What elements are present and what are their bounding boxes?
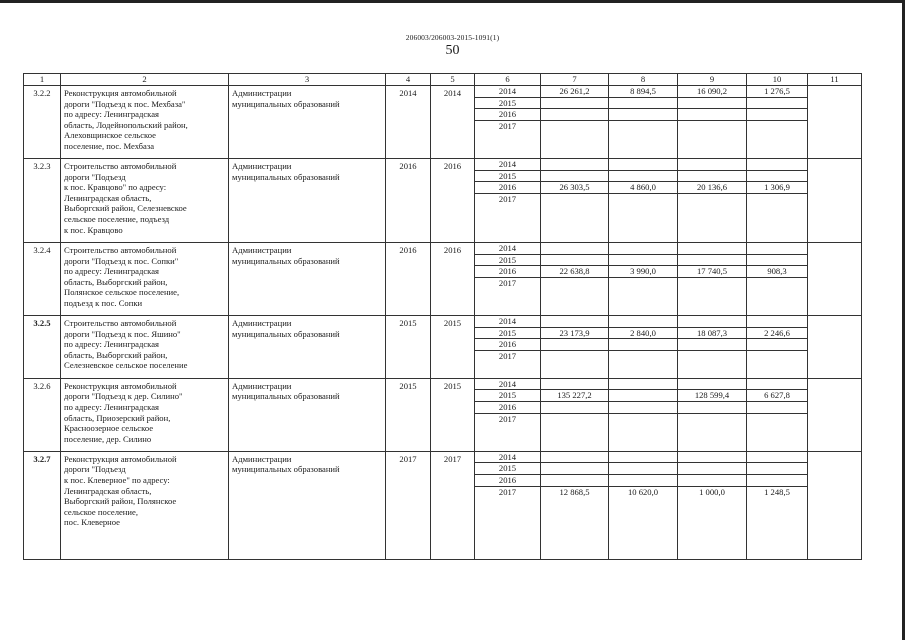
regional-amount: [678, 378, 747, 390]
responsible-org: Администрации муниципальных образований: [229, 158, 386, 242]
total-amount: [541, 413, 609, 451]
regional-amount: [678, 170, 747, 182]
funding-year: 2017: [475, 193, 541, 242]
total-amount: [541, 242, 609, 254]
total-amount: [541, 254, 609, 266]
total-amount: [541, 315, 609, 327]
regional-amount: 18 087,3: [678, 327, 747, 339]
funding-year: 2015: [475, 170, 541, 182]
funding-year: 2016: [475, 402, 541, 414]
local-amount: [747, 413, 808, 451]
regional-amount: [678, 402, 747, 414]
notes-cell: [808, 451, 862, 559]
regional-amount: 20 136,6: [678, 182, 747, 194]
federal-amount: 10 620,0: [609, 486, 678, 559]
notes-cell: [808, 158, 862, 242]
item-number: 3.2.3: [24, 158, 61, 242]
federal-amount: [609, 350, 678, 378]
notes-cell: [808, 315, 862, 378]
regional-amount: [678, 109, 747, 121]
scan-edge-top: [0, 0, 905, 3]
end-year: 2015: [431, 315, 475, 378]
funding-year: 2016: [475, 109, 541, 121]
federal-amount: [609, 463, 678, 475]
regional-amount: [678, 277, 747, 315]
regional-amount: 16 090,2: [678, 86, 747, 98]
federal-amount: [609, 339, 678, 351]
regional-amount: [678, 254, 747, 266]
item-number: 3.2.6: [24, 378, 61, 451]
item-name: Реконструкция автомобильной дороги "Подъезд к дер. Силино" по адресу: Ленинградская область, Приозерский район, Красноозерное сельское поселение, дер. Силино: [61, 378, 229, 451]
total-amount: [541, 109, 609, 121]
local-amount: [747, 242, 808, 254]
regional-amount: [678, 475, 747, 487]
responsible-org: Администрации муниципальных образований: [229, 86, 386, 159]
column-number-10: 10: [747, 74, 808, 86]
total-amount: [541, 451, 609, 463]
federal-amount: 3 990,0: [609, 266, 678, 278]
federal-amount: [609, 158, 678, 170]
funding-year: 2015: [475, 463, 541, 475]
local-amount: [747, 97, 808, 109]
column-number-5: 5: [431, 74, 475, 86]
federal-amount: [609, 193, 678, 242]
column-number-2: 2: [61, 74, 229, 86]
total-amount: 135 227,2: [541, 390, 609, 402]
regional-amount: 1 000,0: [678, 486, 747, 559]
federal-amount: [609, 378, 678, 390]
column-number-4: 4: [386, 74, 431, 86]
column-number-11: 11: [808, 74, 862, 86]
funding-year: 2016: [475, 266, 541, 278]
column-number-row: [24, 74, 862, 86]
notes-cell: [808, 242, 862, 315]
regional-amount: [678, 193, 747, 242]
item-name: Реконструкция автомобильной дороги "Подъезд к пос. Мехбаза" по адресу: Ленинградская область, Лодейнопольский район, Алеховщинское сельское поселение, пос. Мехбаза: [61, 86, 229, 159]
local-amount: 6 627,8: [747, 390, 808, 402]
local-amount: [747, 451, 808, 463]
total-amount: [541, 402, 609, 414]
regional-amount: [678, 339, 747, 351]
responsible-org: Администрации муниципальных образований: [229, 242, 386, 315]
funding-year: 2017: [475, 486, 541, 559]
local-amount: [747, 158, 808, 170]
funding-year: 2017: [475, 277, 541, 315]
local-amount: 1 248,5: [747, 486, 808, 559]
total-amount: [541, 350, 609, 378]
notes-cell: [808, 378, 862, 451]
funding-year: 2017: [475, 413, 541, 451]
federal-amount: [609, 315, 678, 327]
table-row: [24, 158, 862, 170]
end-year: 2017: [431, 451, 475, 559]
total-amount: 26 303,5: [541, 182, 609, 194]
funding-year: 2016: [475, 339, 541, 351]
total-amount: [541, 158, 609, 170]
start-year: 2016: [386, 158, 431, 242]
local-amount: [747, 170, 808, 182]
start-year: 2015: [386, 315, 431, 378]
column-number-3: 3: [229, 74, 386, 86]
total-amount: 26 261,2: [541, 86, 609, 98]
federal-amount: [609, 475, 678, 487]
local-amount: 2 246,6: [747, 327, 808, 339]
regional-amount: 128 599,4: [678, 390, 747, 402]
funding-year: 2014: [475, 86, 541, 98]
total-amount: [541, 339, 609, 351]
local-amount: [747, 109, 808, 121]
federal-amount: [609, 109, 678, 121]
regional-amount: [678, 413, 747, 451]
local-amount: [747, 339, 808, 351]
item-name: Реконструкция автомобильной дороги "Подъезд к пос. Клеверное" по адресу: Ленинградская область, Выборгский район, Полянское сельское поселение, пос. Клеверное: [61, 451, 229, 559]
total-amount: [541, 475, 609, 487]
federal-amount: [609, 97, 678, 109]
federal-amount: [609, 254, 678, 266]
federal-amount: [609, 390, 678, 402]
federal-amount: 2 840,0: [609, 327, 678, 339]
funding-year: 2017: [475, 350, 541, 378]
notes-cell: [808, 86, 862, 159]
regional-amount: [678, 463, 747, 475]
funding-year: 2016: [475, 182, 541, 194]
total-amount: [541, 277, 609, 315]
federal-amount: [609, 277, 678, 315]
document-code: 206003/206003-2015-1091(1): [405, 33, 500, 42]
end-year: 2014: [431, 86, 475, 159]
regional-amount: [678, 97, 747, 109]
federal-amount: [609, 120, 678, 158]
start-year: 2017: [386, 451, 431, 559]
start-year: 2015: [386, 378, 431, 451]
total-amount: [541, 193, 609, 242]
program-table: [23, 73, 862, 560]
funding-year: 2014: [475, 451, 541, 463]
local-amount: 908,3: [747, 266, 808, 278]
table-row: [24, 378, 862, 390]
local-amount: [747, 350, 808, 378]
item-number: 3.2.7: [24, 451, 61, 559]
local-amount: [747, 120, 808, 158]
federal-amount: [609, 242, 678, 254]
funding-year: 2015: [475, 254, 541, 266]
total-amount: [541, 120, 609, 158]
federal-amount: [609, 451, 678, 463]
local-amount: 1 306,9: [747, 182, 808, 194]
regional-amount: 17 740,5: [678, 266, 747, 278]
funding-year: 2014: [475, 158, 541, 170]
regional-amount: [678, 315, 747, 327]
total-amount: [541, 463, 609, 475]
total-amount: 23 173,9: [541, 327, 609, 339]
regional-amount: [678, 242, 747, 254]
total-amount: 22 638,8: [541, 266, 609, 278]
responsible-org: Администрации муниципальных образований: [229, 451, 386, 559]
local-amount: [747, 277, 808, 315]
federal-amount: [609, 413, 678, 451]
total-amount: 12 868,5: [541, 486, 609, 559]
item-name: Строительство автомобильной дороги "Подъезд к пос. Кравцово" по адресу: Ленинградская область, Выборгский район, Селезневское сельское поселение, подъезд к пос. Кравцово: [61, 158, 229, 242]
total-amount: [541, 97, 609, 109]
funding-year: 2015: [475, 97, 541, 109]
funding-year: 2015: [475, 390, 541, 402]
funding-year: 2014: [475, 242, 541, 254]
regional-amount: [678, 451, 747, 463]
funding-year: 2016: [475, 475, 541, 487]
table-row: [24, 242, 862, 254]
end-year: 2015: [431, 378, 475, 451]
column-number-1: 1: [24, 74, 61, 86]
total-amount: [541, 378, 609, 390]
local-amount: [747, 463, 808, 475]
end-year: 2016: [431, 158, 475, 242]
column-number-9: 9: [678, 74, 747, 86]
local-amount: [747, 378, 808, 390]
regional-amount: [678, 350, 747, 378]
start-year: 2014: [386, 86, 431, 159]
item-number: 3.2.5: [24, 315, 61, 378]
funding-year: 2015: [475, 327, 541, 339]
local-amount: [747, 402, 808, 414]
column-number-6: 6: [475, 74, 541, 86]
page-number: 50: [445, 43, 460, 58]
item-name: Строительство автомобильной дороги "Подъезд к пос. Сопки" по адресу: Ленинградская область, Выборгский район, Полянское сельское поселение, подъезд к пос. Сопки: [61, 242, 229, 315]
column-number-7: 7: [541, 74, 609, 86]
start-year: 2016: [386, 242, 431, 315]
table-row: [24, 451, 862, 463]
local-amount: [747, 193, 808, 242]
responsible-org: Администрации муниципальных образований: [229, 378, 386, 451]
funding-year: 2014: [475, 378, 541, 390]
item-number: 3.2.2: [24, 86, 61, 159]
local-amount: [747, 475, 808, 487]
funding-year: 2014: [475, 315, 541, 327]
item-name: Строительство автомобильной дороги "Подъезд к пос. Яшино" по адресу: Ленинградская область, Выборгский район, Селезневское сельское поселение: [61, 315, 229, 378]
regional-amount: [678, 158, 747, 170]
federal-amount: 8 894,5: [609, 86, 678, 98]
regional-amount: [678, 120, 747, 158]
item-number: 3.2.4: [24, 242, 61, 315]
responsible-org: Администрации муниципальных образований: [229, 315, 386, 378]
table-row: [24, 315, 862, 327]
local-amount: [747, 254, 808, 266]
total-amount: [541, 170, 609, 182]
column-number-8: 8: [609, 74, 678, 86]
federal-amount: [609, 402, 678, 414]
federal-amount: 4 860,0: [609, 182, 678, 194]
table-row: [24, 86, 862, 98]
end-year: 2016: [431, 242, 475, 315]
local-amount: 1 276,5: [747, 86, 808, 98]
local-amount: [747, 315, 808, 327]
federal-amount: [609, 170, 678, 182]
funding-year: 2017: [475, 120, 541, 158]
